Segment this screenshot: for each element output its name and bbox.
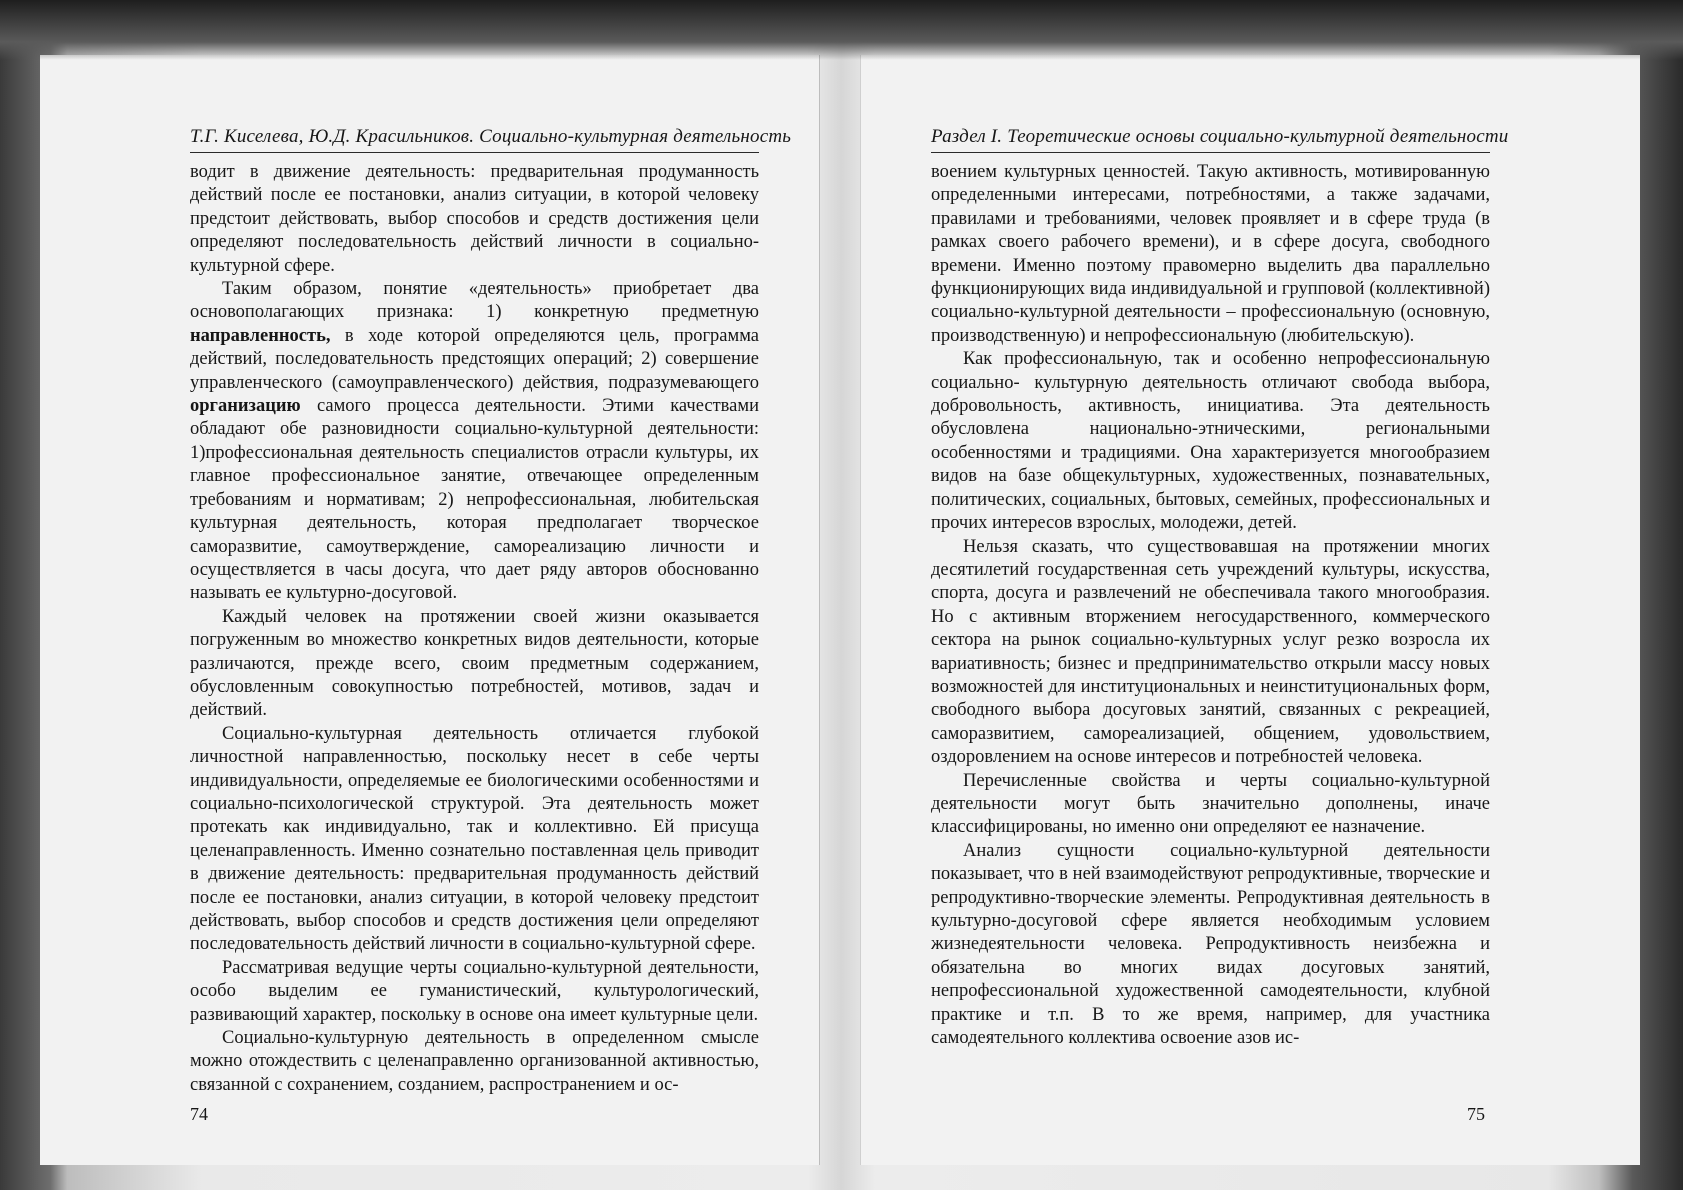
paragraph: Социально-культурную деятельность в определенном смысле можно отождествить с целенаправленно организованной активностью, связанной с сохранением, созданием, распространением и ос- [190, 1028, 759, 1095]
bold-term: направленность, [190, 325, 331, 346]
paragraph: Анализ сущности социально-культурной деятельности показывает, что в ней взаимодействуют репродуктивные, творческие и репродуктивно-творческие элементы. Репродуктивная деятельность в культурно-досуговой сфере является необходимым условием жизнедеятельности человека. Репродуктивность неизбежна и обязательна во многих видах досуговых занятий, непрофессиональной художественной самодеятельности, клубной практике и т.п. В то же время, например, для участника самодеятельного коллектива освоение азов ис- [931, 840, 1490, 1049]
right-running-head: Раздел I. Теоретические основы социально-культурной деятельности [931, 125, 1490, 153]
paragraph: Рассматривая ведущие черты социально-культурной деятельности, особо выделим ее гуманистический, культурологический, развивающий характер, поскольку в основе она имеет культурные цели. [190, 957, 759, 1025]
page-number: 74 [190, 1104, 208, 1124]
left-page [40, 55, 820, 1165]
paragraph: Каждый человек на протяжении своей жизни оказывается погруженным во множество конкретных видов деятельности, которые различаются, прежде всего, своим предметным содержанием, обусловленным совокупностью потребностей, мотивов, задач и действий. [190, 606, 759, 721]
left-body-text [190, 161, 759, 1097]
paragraph: Нельзя сказать, что существовавшая на протяжении многих десятилетий государственная сеть учреждений культуры, искусства, спорта, досуга и развлечений не обеспечивала такого многообразия. Но с активным вторжением негосударственного, коммерческого сектора на рынок социально-культурных услуг резко возросла их вариативность; бизнес и предпринимательство открыли массу новых возможностей для институциональных и неинституциональных форм, свободного выбора досуговых занятий, связанных с рекреацией, саморазвитием, самореализацией, общением, удовольствием, оздоровлением на основе интересов и потребностей человека. [931, 536, 1490, 768]
right-page [860, 55, 1640, 1165]
left-running-head: Т.Г. Киселева, Ю.Д. Красильников. Социально-культурная деятельность [190, 125, 759, 153]
paragraph: Социально-культурная деятельность отличается глубокой личностной направленностью, поскольку несет в себе черты индивидуальности, определяемые ее биологическими особенностями и социально-психологической структурой. Эта деятельность может протекать как индивидуально, так и коллективно. Ей присуща целенаправленность. Именно сознательно поставленная цель приводит в движение деятельность: предварительная продуманность действий после ее постановки, анализ ситуации, в которой человеку предстоит действовать, выбор способов и средств достижения цели определяют последовательность действий личности в социально-культурной сфере. [190, 723, 759, 955]
bold-term: организацию [190, 396, 301, 417]
page-number: 75 [1467, 1104, 1485, 1124]
paragraph: Перечисленные свойства и черты социально-культурной деятельности могут быть значительно дополнены, иначе классифицированы, но именно они определяют ее назначение. [931, 770, 1490, 838]
paragraph: Как профессиональную, так и особенно непрофессиональную социально- культурную деятельность отличают свобода выбора, добровольность, активность, инициатива. Эта деятельность обусловлена национально-этническими, региональными особенностями и традициями. Она характеризуется многообразием видов на базе общекультурных, художественных, познавательных, политических, социальных, бытовых, семейных, профессиональных и прочих интересов взрослых, молодежи, детей. [931, 349, 1490, 534]
book-spread [40, 55, 1640, 1165]
paragraph: водит в движение деятельность: предварительная продуманность действий после ее постановки, анализ ситуации, в которой человеку предстоит действовать, выбор способов и средств достижения цели определяют последовательность действий личности в социально-культурной сфере. [190, 162, 759, 276]
paragraph: воением культурных ценностей. Такую активность, мотивированную определенными интересами, потребностями, а также задачами, правилами и требованиями, человек проявляет и в сфере труда (в рамках своего рабочего времени), и в сфере досуга, свободного времени. Именно поэтому правомерно выделить два параллельно функционирующих вида индивидуальной и групповой (коллективной) социально-культурной деятельности – профессиональную (основную, производственную) и непрофессиональную (любительскую). [931, 162, 1490, 346]
paragraph: Таким образом, понятие «деятельность» приобретает два основополагающих признака: 1) конкретную предметную направленность, в ходе которой определяются цель, программа действий, последовательность предстоящих операций; 2) совершение управленческого (самоуправленческого) действия, подразумевающего организацию самого процесса деятельности. Этими качествами обладают обе разновидности социально-культурной деятельности: 1)профессиональная деятельность специалистов отрасли культуры, их главное профессиональное занятие, отвечающее определенным требованиям и нормативам; 2) непрофессиональная, любительская культурная деятельность, которая предполагает творческое саморазвитие, самоутверждение, самореализацию личности и осуществляется в часы досуга, что дает ряду авторов обоснованно называть ее культурно-досуговой. [190, 279, 759, 604]
right-body-text [931, 161, 1490, 1050]
